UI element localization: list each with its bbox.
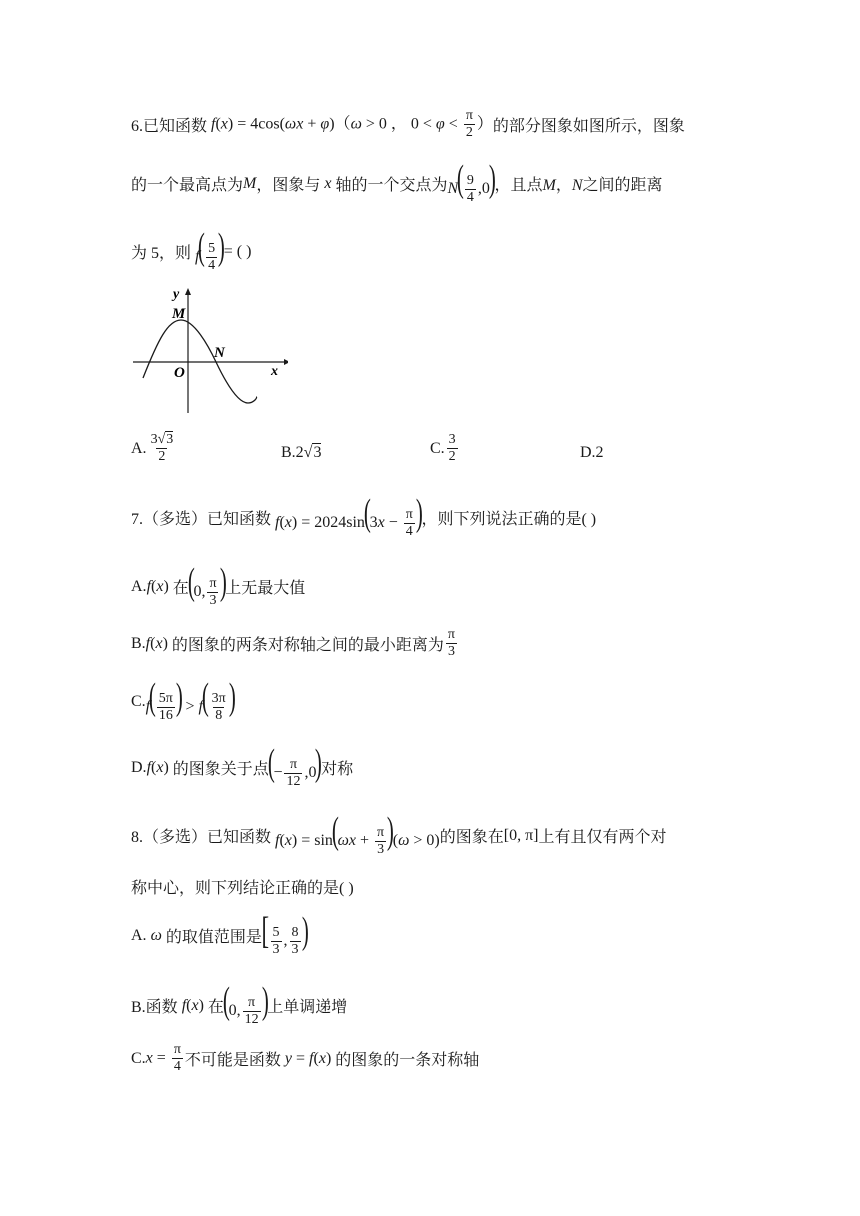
q6-text: 的一个最高点为 xyxy=(131,177,244,195)
choice-value: 2√3 xyxy=(295,444,322,461)
formula: f(x) = 4cos(ωx + φ)（ω > 0 ， 0 < φ < $\frac{\pi}{2}$ ） xyxy=(211,108,493,141)
choice-value: $\frac{3√3}{2}$ xyxy=(150,432,174,465)
fraction: $\frac{\pi}{3}$ xyxy=(447,627,455,660)
choice-label: A. xyxy=(131,926,147,944)
q6-choice-b[interactable] xyxy=(281,444,321,462)
y-axis-arrow xyxy=(185,288,191,295)
interval: [ $\frac{5}{3}$ , $\frac{8}{3}$ ) xyxy=(261,910,309,957)
q6-text: 轴的一个交点为 xyxy=(335,177,448,195)
q8-stem-1 xyxy=(131,810,667,858)
choice-label: D. xyxy=(131,758,147,776)
q8-text: 上单调递增 xyxy=(267,999,348,1017)
formula: f(x) xyxy=(146,577,173,595)
formula: f( $\frac{5\pi}{16}$ ) > f( $\frac{3\pi}{8}$ ) xyxy=(145,676,236,723)
q7-text: 上无最大值 xyxy=(225,580,306,598)
q6-text: ，且点 xyxy=(494,177,543,195)
var-m: M xyxy=(243,174,257,192)
q6-text: 6.已知函数 xyxy=(131,118,208,136)
q7-text: 的图象的两条对称轴之间的最小距离为 xyxy=(171,637,444,655)
q7-choice-d[interactable] xyxy=(131,742,354,790)
q8-text: 8.（多选）已知函数 xyxy=(131,829,272,847)
q7-text: 7.（多选）已知函数 xyxy=(131,511,272,529)
origin-label: O xyxy=(174,365,185,381)
q8-choice-c[interactable] xyxy=(131,1042,479,1075)
interval: (0, $\frac{\pi}{3}$ ) xyxy=(187,561,227,608)
q7-stem xyxy=(131,492,597,540)
choice-label: C. xyxy=(131,692,146,710)
choice-label: B. xyxy=(131,634,146,652)
q6-text: 为 5，则 xyxy=(131,245,192,263)
point-n: N( $\frac{9}{4}$ ,0) xyxy=(447,158,496,205)
interval: (0, $\frac{\pi}{12}$ ) xyxy=(222,980,269,1027)
formula: f(x) xyxy=(145,634,172,652)
y-label: y xyxy=(173,287,180,302)
q7-text: ，则下列说法正确的是( ) xyxy=(421,511,597,529)
var-mn: M，N xyxy=(542,177,583,195)
q7-text: 对称 xyxy=(321,761,354,779)
q7-text: 的图象关于点 xyxy=(172,761,269,779)
formula: f(x) = 2024sin(3x − $\frac{\pi}{4}$ ) xyxy=(275,492,423,539)
var-omega: ω xyxy=(146,926,166,944)
q7-choice-c[interactable] xyxy=(131,676,236,724)
choice-label: C. xyxy=(131,1049,146,1067)
choice-label: B. xyxy=(281,444,296,461)
choice-label: A. xyxy=(131,439,147,457)
q6-text: 之间的距离 xyxy=(582,177,663,195)
q6-text: = ( ) xyxy=(223,242,252,260)
point: (− $\frac{\pi}{12}$ ,0) xyxy=(267,742,323,789)
x-label: x xyxy=(271,364,278,379)
formula: f(x) xyxy=(146,758,173,776)
q8-text: 在 xyxy=(207,999,224,1017)
q8-stem-2 xyxy=(131,875,354,898)
formula: f(x) = sin(ωx + $\frac{\pi}{3}$ )(ω > 0) xyxy=(275,810,440,857)
choice-value: $\frac{3}{2}$ xyxy=(448,432,456,465)
q6-line-3 xyxy=(131,226,252,274)
q6-choice-d[interactable] xyxy=(580,444,604,462)
var-x: x xyxy=(320,174,336,192)
formula: y = f(x) xyxy=(284,1049,336,1067)
q7-choice-b[interactable] xyxy=(131,627,459,660)
q8-text: 称中心，则下列结论正确的是( ) xyxy=(131,880,354,897)
q6-text: ，图象与 xyxy=(256,177,321,195)
q7-choice-a[interactable] xyxy=(131,561,306,609)
q8-text: 的图象在 xyxy=(439,829,504,847)
formula: f(x) xyxy=(181,996,208,1014)
q6-choice-c[interactable] xyxy=(430,432,460,465)
choice-label: B.函数 xyxy=(131,999,178,1017)
interval: [0, π] xyxy=(503,826,539,844)
q8-choice-a[interactable] xyxy=(131,910,309,958)
choice-label: A. xyxy=(131,577,147,595)
q8-text: 上有且仅有两个对 xyxy=(538,829,667,847)
q8-text: 的图象的一条对称轴 xyxy=(335,1052,480,1070)
formula: f( $\frac{5}{4}$ ) xyxy=(195,226,225,273)
q6-choice-a[interactable] xyxy=(131,432,177,465)
choice-label: D.2 xyxy=(580,444,604,461)
q8-text: 不可能是函数 xyxy=(184,1052,281,1070)
q6-line-2 xyxy=(131,158,663,206)
q6-line-1 xyxy=(131,108,685,141)
q8-text: 的取值范围是 xyxy=(165,929,262,947)
q7-text: 在 xyxy=(172,580,189,598)
m-label: M xyxy=(172,306,186,322)
formula: x = $\frac{\pi}{4}$ xyxy=(145,1042,181,1075)
q6-text: 的部分图象如图所示，图象 xyxy=(492,118,685,136)
q6-graph xyxy=(128,285,288,415)
q8-choice-b[interactable] xyxy=(131,980,348,1028)
x-axis-arrow xyxy=(284,359,288,365)
n-label: N xyxy=(214,345,225,361)
choice-label: C. xyxy=(430,439,445,457)
